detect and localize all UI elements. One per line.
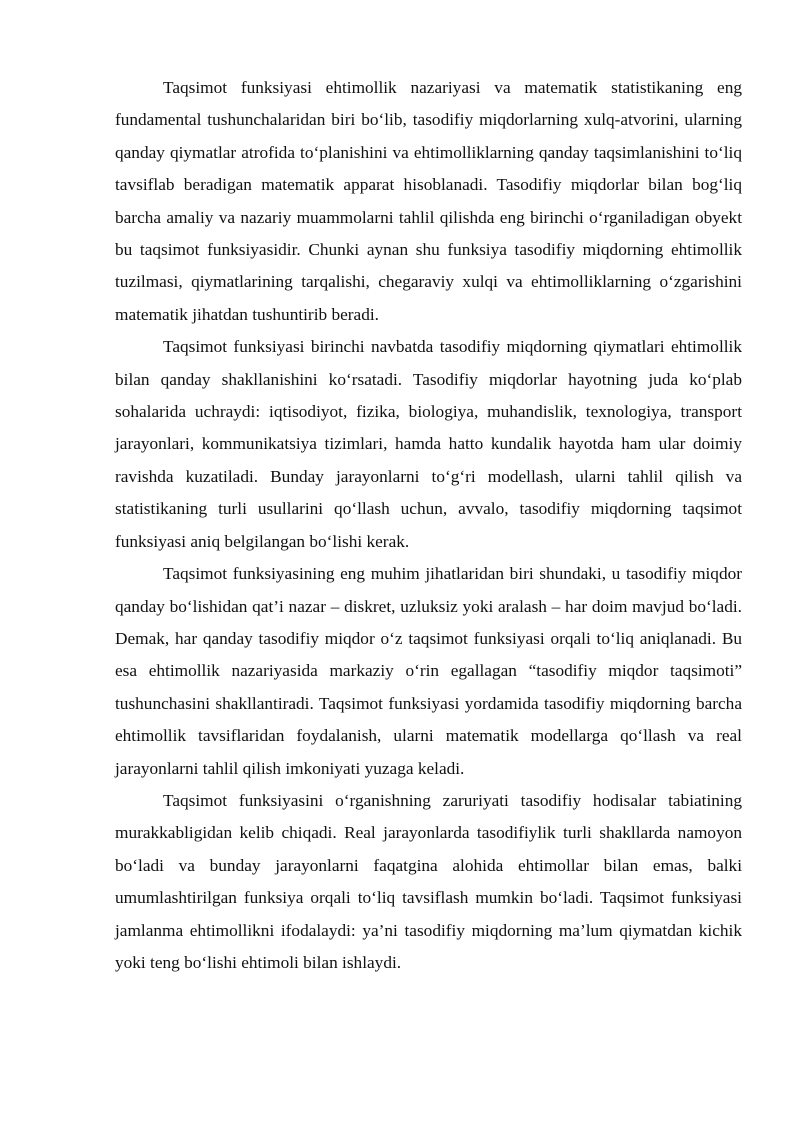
paragraph-3: Taqsimot funksiyasining eng muhim jihatlaridan biri shundaki, u tasodifiy miqdor qanday bo‘lishidan qat’i nazar – diskret, uzluksiz yoki aralash – har doim mavjud bo‘ladi. Demak, har qanday tasodifiy miqdor o‘z taqsimot funksiyasi orqali to‘liq aniqlanadi. Bu esa ehtimollik nazariyasida markaziy o‘rin egallagan “tasodifiy miqdor taqsimoti” tushunchasini shakllantiradi. Taqsimot funksiyasi yordamida tasodifiy miqdorning barcha ehtimollik tavsiflaridan foydalanish, ularni matematik modellarga qo‘llash va real jarayonlarni tahlil qilish imkoniyati yuzaga keladi. bbox=[115, 564, 742, 778]
document-page bbox=[115, 72, 742, 979]
paragraph-4: Taqsimot funksiyasini o‘rganishning zaruriyati tasodifiy hodisalar tabiatining murakkabligidan kelib chiqadi. Real jarayonlarda tasodifiylik turli shakllarda namoyon bo‘ladi va bunday jarayonlarni faqatgina alohida ehtimollar bilan emas, balki umumlashtirilgan funksiya orqali to‘liq tavsiflash mumkin bo‘ladi. Taqsimot funksiyasi jamlanma ehtimollikni ifodalaydi: ya’ni tasodifiy miqdorning ma’lum qiymatdan kichik yoki teng bo‘lishi ehtimoli bilan ishlaydi. bbox=[115, 790, 742, 972]
paragraph-1: Taqsimot funksiyasi ehtimollik nazariyasi va matematik statistikaning eng fundamental tushunchalaridan biri bo‘lib, tasodifiy miqdorlarning xulq-atvorini, ularning qanday qiymatlar atrofida to‘planishini va ehtimolliklarning qanday taqsimlanishini to‘liq tavsiflab beradigan matematik apparat hisoblanadi. Tasodifiy miqdorlar bilan bog‘liq barcha amaliy va nazariy muammolarni tahlil qilishda eng birinchi o‘rganiladigan obyekt bu taqsimot funksiyasidir. Chunki aynan shu funksiya tasodifiy miqdorning ehtimollik tuzilmasi, qiymatlarining tarqalishi, chegaraviy xulqi va ehtimolliklarning o‘zgarishini matematik jihatdan tushuntirib beradi. bbox=[115, 78, 742, 324]
paragraph-2: Taqsimot funksiyasi birinchi navbatda tasodifiy miqdorning qiymatlari ehtimollik bilan qanday shakllanishini ko‘rsatadi. Tasodifiy miqdorlar hayotning juda ko‘plab sohalarida uchraydi: iqtisodiyot, fizika, biologiya, muhandislik, texnologiya, transport jarayonlari, kommunikatsiya tizimlari, hamda hatto kundalik hayotda ham ular doimiy ravishda kuzatiladi. Bunday jarayonlarni to‘g‘ri modellash, ularni tahlil qilish va statistikaning turli usullarini qo‘llash uchun, avvalo, tasodifiy miqdorning taqsimot funksiyasi aniq belgilangan bo‘lishi kerak. bbox=[115, 337, 742, 551]
